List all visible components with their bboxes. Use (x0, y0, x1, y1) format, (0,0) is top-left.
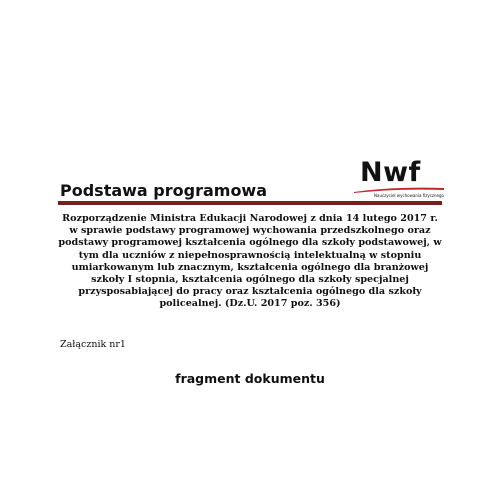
logo-wordmark: Nwf (360, 157, 421, 188)
nwf-logo (352, 157, 446, 200)
fragment-heading: fragment dokumentu (175, 371, 325, 386)
attachment-label: Załącznik nr1 (60, 339, 126, 350)
header-divider (58, 201, 442, 205)
page-title: Podstawa programowa (60, 181, 268, 200)
regulation-citation: Rozporządzenie Ministra Edukacji Narodowej z dnia 14 lutego 2017 r. w sprawie podstawy programowej wychowania przedszkolnego oraz podstawy programowej kształcenia ogólnego dla szkoły podstawowej, w tym dla uczniów z niepełnosprawnością intelektualną w stopniu umiarkowanym lub znacznym, kształcenia ogólnego dla branżowej szkoły I stopnia, kształcenia ogólnego dla szkoły specjalnej przysposabiającej do pracy oraz kształcenia ogólnego dla szkoły policealnej. (Dz.U. 2017 poz. 356) (58, 213, 442, 310)
logo-tagline: Nauczyciel wychowania fizycznego (374, 193, 444, 198)
